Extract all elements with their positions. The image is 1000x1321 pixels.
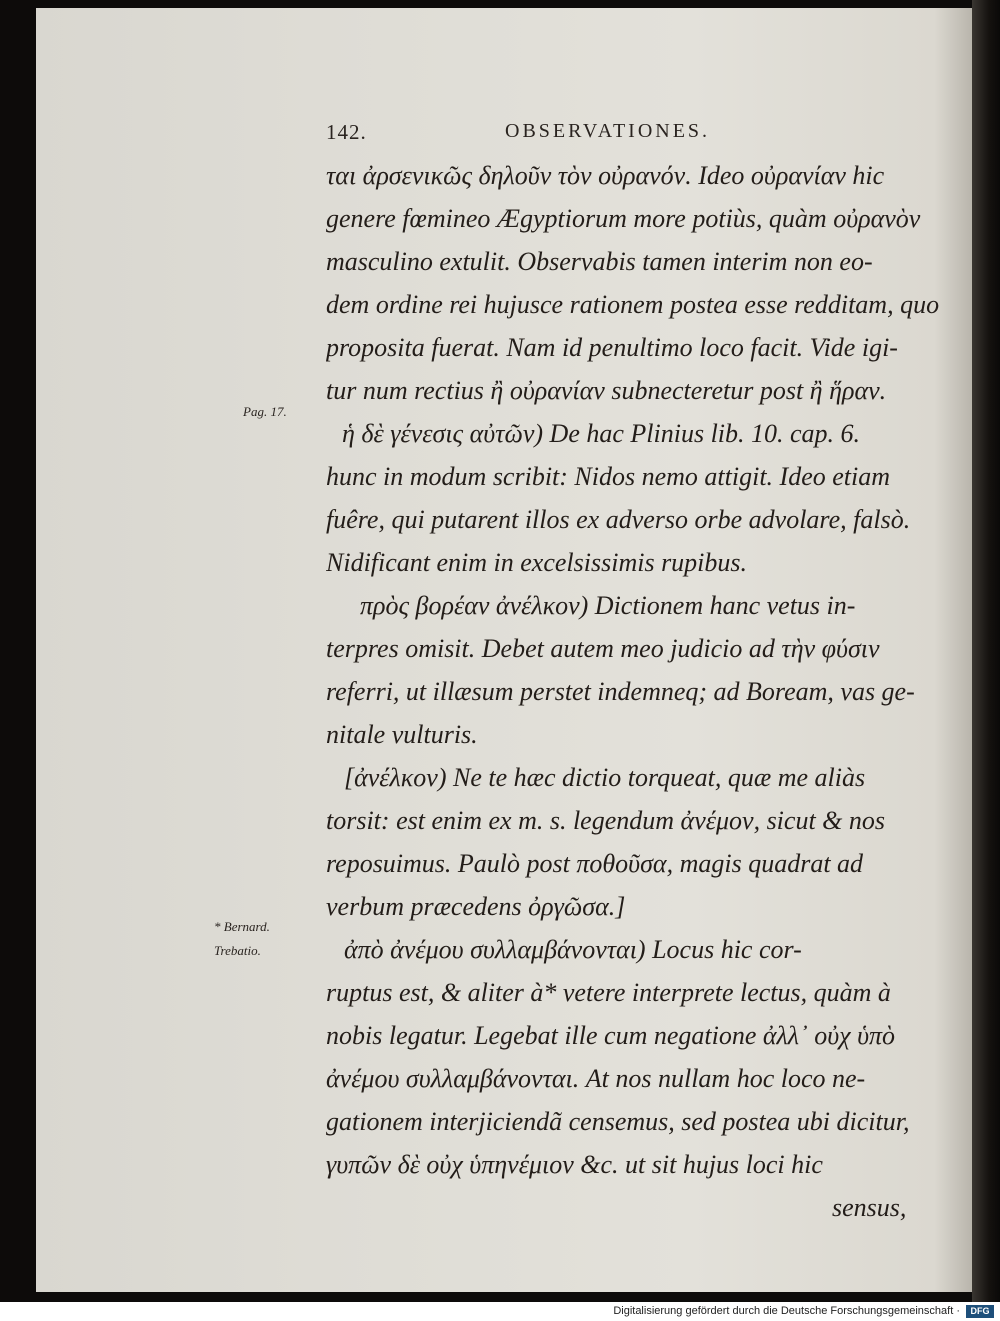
text-line: referri, ut illæsum perstet indemneq; ad Boream, vas ge- [326, 677, 915, 706]
text-line: genere fœmineo Ægyptiorum more potiùs, quàm οὐρανὸν [326, 204, 921, 233]
text-line: gationem interjiciendã censemus, sed postea ubi dicitur, [326, 1107, 910, 1136]
book-gutter-edge [972, 0, 1000, 1302]
digitization-footer [0, 1302, 1000, 1321]
text-line: Nidificant enim in excelsissimis rupibus. [326, 548, 748, 577]
text-line: [ἀνέλκον) Ne te hæc dictio torqueat, quæ me aliàs [344, 763, 866, 792]
footer-credit: Digitalisierung gefördert durch die Deutsche Forschungsgemeinschaft · [613, 1305, 960, 1317]
text-line: verbum præcedens ὀργῶσα.] [326, 892, 626, 921]
dfg-logo-icon: DFG [966, 1305, 994, 1318]
text-line: terpres omisit. Debet autem meo judicio ad τὴν φύσιν [326, 634, 880, 663]
text-line: ται ἀρσενικῶς δηλοῦν τὸν οὐρανόν. Ideo οὐρανίαν hic [326, 161, 885, 190]
margin-note-bernard: * Bernard. [214, 919, 270, 934]
text-line: nobis legatur. Legebat ille cum negatione ἀλλ᾽ οὐχ ὑπὸ [326, 1021, 896, 1050]
margin-note-trebatio: Trebatio. [214, 943, 261, 958]
text-line: ἀνέμου συλλαμβάνονται. At nos nullam hoc loco ne- [326, 1064, 866, 1093]
text-line: nitale vulturis. [326, 720, 478, 749]
text-line: tur num rectius ἢ οὐρανίαν subnecteretur post ἢ ἥραν. [326, 376, 887, 405]
running-head: OBSERVATIONES. [505, 120, 711, 142]
text-line: masculino extulit. Observabis tamen interim non eo- [326, 247, 873, 276]
text-line: hunc in modum scribit: Nidos nemo attigit. Ideo etiam [326, 462, 891, 491]
text-line: πρὸς βορέαν ἀνέλκον) Dictionem hanc vetus in- [360, 591, 856, 620]
text-line: proposita fuerat. Nam id penultimo loco facit. Vide igi- [326, 333, 898, 362]
text-line: fuêre, qui putarent illos ex adverso orbe advolare, falsò. [326, 505, 911, 534]
text-line: ruptus est, & aliter à* vetere interprete lectus, quàm à [326, 978, 891, 1007]
text-line: dem ordine rei hujusce rationem postea esse redditam, quo [326, 290, 940, 319]
text-line: γυπῶν δὲ οὐχ ὑπηνέμιον &c. ut sit hujus loci hic [326, 1150, 823, 1179]
text-line: torsit: est enim ex m. s. legendum ἀνέμον, sicut & nos [326, 806, 886, 835]
text-line: reposuimus. Paulò post ποθοῦσα, magis quadrat ad [326, 849, 864, 878]
text-line: ἡ δὲ γένεσις αὐτῶν) De hac Plinius lib. 10. cap. 6. [342, 419, 861, 448]
page-number: 142. [326, 120, 367, 144]
margin-note-pag: Pag. 17. [243, 404, 287, 419]
text-line: ἀπὸ ἀνέμου συλλαμβάνονται) Locus hic cor- [344, 935, 802, 964]
catchword: sensus, [832, 1193, 907, 1222]
